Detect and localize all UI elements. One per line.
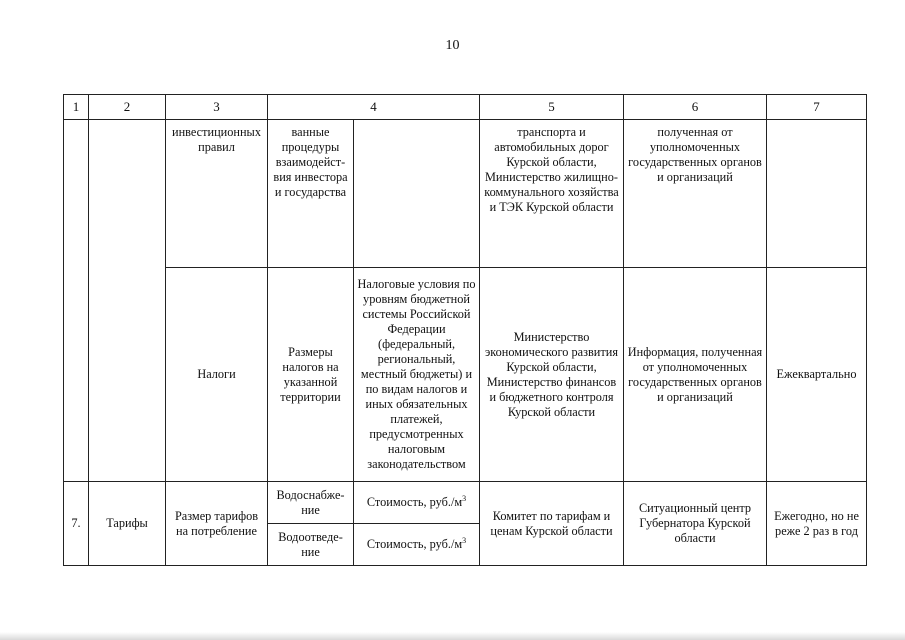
cell-description — [354, 482, 480, 524]
header-col-3: 3 — [166, 95, 268, 120]
cell-indicator: Налоги — [166, 268, 268, 482]
cell-indicator: инвестиционных правил — [166, 120, 268, 268]
cell-responsible: транспорта и автомобильных дорог Курской области, Министерство жилищно-коммунального хозяйства и ТЭК Курской области — [480, 120, 624, 268]
cell-section: Тарифы — [89, 482, 166, 566]
cost-label: Стоимость, руб./м — [366, 495, 463, 509]
cost-label: Стоимость, руб./м — [366, 537, 463, 551]
table-row — [64, 120, 867, 268]
cell-source: Информация, полученная от уполномоченных государственных органов и организаций — [624, 268, 767, 482]
unit-superscript: 3 — [462, 535, 467, 545]
unit-superscript: 3 — [462, 493, 467, 503]
scan-edge — [0, 632, 905, 640]
cell-detail: Водоснабже-ние — [268, 482, 354, 524]
cell-detail: Размеры налогов на указанной территории — [268, 268, 354, 482]
cell-empty — [89, 120, 166, 482]
cell-responsible: Министерство экономического развития Курской области, Министерство финансов и бюджетного контроля Курской области — [480, 268, 624, 482]
cell-detail: Водоотведе-ние — [268, 524, 354, 566]
header-col-5: 5 — [480, 95, 624, 120]
header-row — [64, 95, 867, 120]
header-col-2: 2 — [89, 95, 166, 120]
cell-indicator: Размер тарифов на потребление — [166, 482, 268, 566]
page-number: 10 — [445, 38, 460, 53]
cell-source: Ситуационный центр Губернатора Курской области — [624, 482, 767, 566]
cell-frequency: Ежегодно, но не реже 2 раз в год — [767, 482, 867, 566]
cell-number: 7. — [64, 482, 89, 566]
header-col-7: 7 — [767, 95, 867, 120]
cell-responsible: Комитет по тарифам и ценам Курской области — [480, 482, 624, 566]
header-col-1: 1 — [64, 95, 89, 120]
header-col-6: 6 — [624, 95, 767, 120]
cell-description: Налоговые условия по уровням бюджетной системы Российской Федерации (федеральный, региональный, местный бюджеты) и по видам налогов и иных обязательных платежей, предусмотренных налоговым законодательством — [354, 268, 480, 482]
cell-empty — [64, 120, 89, 482]
table-row — [64, 268, 867, 482]
table-row — [64, 482, 867, 524]
cell-frequency: Ежеквартально — [767, 268, 867, 482]
header-col-4: 4 — [268, 95, 480, 120]
data-table — [63, 94, 867, 566]
cell-description — [354, 524, 480, 566]
cell-detail: ванные процедуры взаимодейст-вия инвестора и государства — [268, 120, 354, 268]
cell-description — [354, 120, 480, 268]
cell-source: полученная от уполномоченных государственных органов и организаций — [624, 120, 767, 268]
cell-frequency — [767, 120, 867, 268]
